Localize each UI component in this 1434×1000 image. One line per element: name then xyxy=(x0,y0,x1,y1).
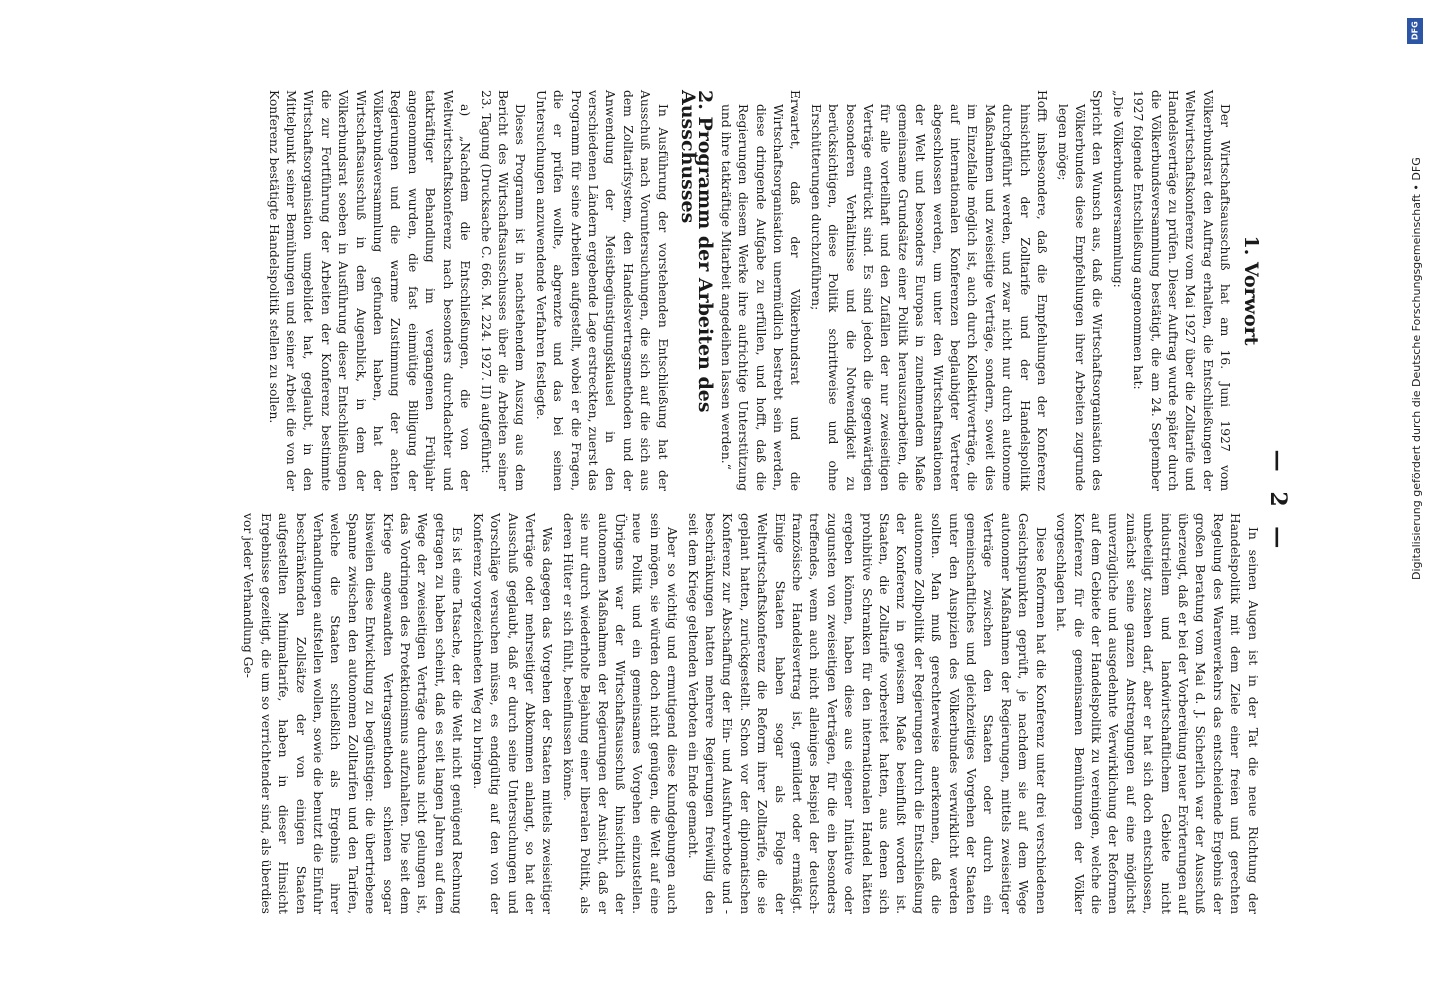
dfg-logo: DFG xyxy=(1407,18,1423,44)
page-number: — 2 — xyxy=(1265,449,1291,555)
credit-text: Digitalisierung gefördert durch die Deutsche Forschungsgemeinschaft • DFG xyxy=(1410,157,1423,580)
digitization-credit xyxy=(1406,10,1426,990)
paragraph: Dieses Programm ist in nachstehendem Auszug aus dem Bericht des Wirtschaftsausschusses über die Arbeiten seiner 23. Tagung (Drucksache C. 666. M. 224. 1927. II) aufgeführt: xyxy=(478,90,528,491)
paragraph: a) „Nachdem die Entschließungen, die von der Weltwirtschaftskonferenz nach besonders durchdachter und tatkräftiger Behandlung im vergangenen Frühjahr angenommen wurden, die fast einmütige Billigung der Regierungen und die warme Zustimmung der achten Völkerbundsversammlung gefunden haben, hat der Wirtschaftsausschuß in dem Augenblick, in dem der Völkerbundsrat soeben in Ausführung dieser Entschließungen die zur Fortführung der Arbeiten der Konferenz bestimmte Wirtschaftsorganisation umgebildet hat, geglaubt, in den Mittelpunkt seiner Bemühungen und seiner Arbeit die von der Konferenz bestätigte Handelspolitik stellen zu sollen. xyxy=(266,90,473,491)
scanned-page xyxy=(110,62,1310,942)
paragraph: Was dagegen das Vorgehen der Staaten mittels zweiseitiger Verträge oder mehrseitiger Abkommen anlangt, so hat der Ausschuß geglaubt, daß er durch seine Untersuchungen und Vorschläge versuchen müsse, es endgültig auf den von der Konferenz vorgezeichneten Weg zu bringen. xyxy=(470,513,555,914)
heading-vorwort: 1. Vorwort xyxy=(1239,235,1262,346)
paragraph: Spricht den Wunsch aus, daß die Wirtschaftsorganisation des Völkerbundes diese Empfehlungen ihrer Arbeiten zugrunde legen möge; xyxy=(1055,90,1105,491)
paragraph: In Ausführung der vorstehenden Entschließung hat der Ausschuß nach Voruntersuchungen, die sich auf die sich aus dem Zolltarifsystem, den Handelsvertragsmethoden und der Anwendung der Meistbegünstigungsklausel in den verschiedenen Ländern ergebende Lage erstreckten, zuerst das Programm für seine Arbeiten aufgestellt, wobei er die Fragen, die er prüfen wollte, abgrenzte und das bei seinen Untersuchungen anzuwendende Verfahren festlegte. xyxy=(533,90,670,491)
paragraph: In seinen Augen ist in der Tat die neue Richtung der Handelspolitik mit dem Ziele einer freien und gerechten Regelung des Warenverkehrs das entscheidende Ergebnis der großen Beratung vom Mai d. J. Sicherlich war der Ausschuß überzeugt, daß er bei der Vorbereitung neuer Erörterungen auf industriellem und landwirtschaftlichem Gebiete nicht unbeteiligt zusehen darf, aber er hat sich doch entschlossen, zunächst seine ganzen Anstrengungen auf eine möglichst unverzügliche und ausgedehnte Verwirklichung der Reformen auf dem Gebiete der Handelspolitik zu vereinigen, welche die Konferenz für die gemeinsamen Bemühungen der Völker vorgeschlagen hat. xyxy=(1054,513,1260,914)
paragraph: „Die Völkerbundsversammlung: xyxy=(1110,90,1125,288)
paragraph: Der Wirtschaftsausschuß hat am 16. Juni 1927 vom Völkerbundsrat den Auftrag erhalten, die Entschließungen der Weltwirtschaftskonferenz vom Mai 1927 über die Zolltarife und Handelsverträge zu prüfen. Dieser Auftrag wurde später durch die Völkerbundsversammlung bestätigt, die am 24. September 1927 folgende Entschließung angenommen hat: xyxy=(1131,90,1233,491)
right-column xyxy=(236,513,1261,914)
paragraph: Es ist eine Tatsache, der die Welt nicht genügend Rechnung getragen zu haben scheint, daß es seit langen Jahren auf dem Wege der zweiseitigen Verträge durchaus nicht gelungen ist, das Vordringen des Protektionismus aufzuhalten. Die seit dem Kriege angewandten Vertragsmethoden schienen sogar bisweilen diese Entwicklung zu begünstigen: die übertriebene Spanne zwischen den autonomen Zolltarifen und den Tarifen, welche die Staaten schließlich als Ergebnis ihrer Verhandlungen aufstellen wollen, sowie die benutzt die Einfuhr beschränkenden Zollsätze der von einigen Staaten aufgestellten Minimaltarife, haben in dieser Hinsicht Ergebnisse gezeitigt, die um so verrichtender sind, als überdies vor jeder Verhandlung Ge- xyxy=(241,513,465,914)
paragraph: Hofft insbesondere, daß die Empfehlungen der Konferenz hinsichtlich der Zolltarife und der Handelspolitik durchgeführt werden, und zwar nicht nur durch autonome Maßnahmen und zweiseitige Verträge, sondern, soweit dies im Einzelfalle möglich ist, auch durch Kollektivverträge, die auf internationalen Konferenzen beglaubigter Vertreter abgeschlossen werden, um unter den Wirtschaftsnationen der Welt und besonders Europas in zunehmendem Maße gemeinsame Grundsätze einer Politik herauszuarbeiten, die für alle vorteilhaft und den Zufällen der nur zweiseitigen Verträge entrückt sind. Es sind jedoch die gegenwärtigen besonderen Verhältnisse und die Notwendigkeit zu berücksichtigen, diese Politik schrittweise und ohne Erschütterungen durchzuführen; xyxy=(808,90,1050,491)
paragraph: Diese Reformen hat die Konferenz unter drei verschiedenen Gesichtspunkten geprüft, je nachdem sie auf dem Wege autonomer Maßnahmen der Regierungen, mittels zweiseitiger Verträge zwischen den Staaten oder durch ein gemeinschaftliches und gleichzeitiges Vorgehen der Staaten unter den Auspizien des Völkerbundes verwirklicht werden sollten. Man muß gerechterweise anerkennen, daß die autonome Zollpolitik der Regierungen durch die Entschließung der Konferenz in gewissem Maße beeinflußt worden ist. Staaten, die Zolltarife vorbereitet hatten, aus denen sich prohibitive Schranken für den internationalen Handel hätten ergeben können, haben diese aus eigener Initiative oder zugunsten von zweiseitigen Verträgen, für die ein besonders treffendes, wenn auch nicht alleiniges Beispiel der deutsch-französische Handelsvertrag ist, gemildert oder ermäßigt. Einige Staaten haben sogar als Folge der Weltwirtschaftskonferenz die Reform ihrer Zolltarife, die sie geplant hatten, zurückgestellt. Schon vor der diplomatischen Konferenz zur Abschaffung der Ein- und Ausfuhrverbote und -beschränkungen hatten mehrere Regierungen freiwillig den seit dem Kriege geltenden Verboten ein Ende gemacht. xyxy=(685,513,1048,914)
paragraph: Aber so wichtig und ermutigend diese Kundgebungen auch sein mögen, sie würden doch nicht genügen, die Welt auf eine neue Politik und ein gemeinsames Vorgehen einzustellen. Übrigens war der Wirtschaftsausschuß hinsichtlich der autonomen Maßnahmen der Regierungen der Ansicht, daß er sie nur durch wiederholte Bejahung einer liberalen Politik, als deren Hüter er sich fühlt, beeinflussen könne. xyxy=(560,513,680,914)
left-column xyxy=(261,90,1260,491)
page-content xyxy=(110,62,1310,942)
paragraph: Erwartet, daß der Völkerbundsrat und die Wirtschaftsorganisation unermüdlich bestrebt sein werden, diese dringende Aufgabe zu erfüllen, und hofft, daß die Regierungen diesem Werke ihre aufrichtige Unterstützung und ihre tatkräftige Mitarbeit angedeihen lassen werden.“ xyxy=(718,90,803,491)
heading-programm: 2. Programm der Arbeiten des Ausschusses xyxy=(677,90,717,413)
